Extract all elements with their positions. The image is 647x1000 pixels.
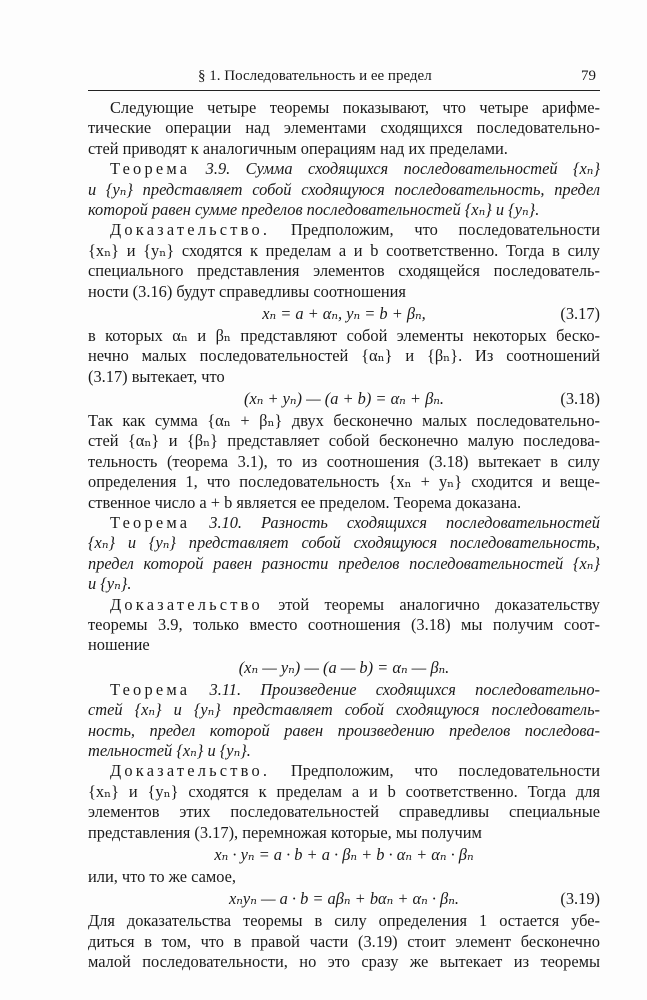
- theorem-label: Теорема: [110, 679, 191, 699]
- text-line: [88, 700, 600, 720]
- text-line: [88, 493, 600, 513]
- text-line: [88, 680, 600, 700]
- line-text: специального представления элементов сходящейся последователь-: [88, 261, 600, 281]
- text-line: [88, 911, 600, 931]
- line-text: 3.9. Сумма сходящихся последовательностей {xₙ}: [190, 159, 600, 179]
- line-text: {xₙ} и {yₙ} представляет собой сходящуюся последовательность,: [88, 533, 600, 553]
- line-text: этой теоремы аналогично доказательству: [262, 594, 600, 614]
- line-text: Предположим, что последовательности: [270, 761, 600, 781]
- text-line: [88, 98, 600, 118]
- theorem-label: Доказательство.: [110, 220, 271, 240]
- formula: [88, 302, 600, 326]
- line-text: определения 1, что последовательность {xₙ + yₙ} сходится и веще-: [88, 472, 600, 492]
- line-text: ность, предел которой равен произведению пределов последова-: [88, 720, 600, 740]
- text-line: [88, 180, 600, 200]
- theorem-label: Доказательство.: [110, 761, 271, 781]
- text-line: [88, 159, 600, 179]
- text-line: [88, 761, 600, 781]
- line-text: (3.17) вытекает, что: [88, 366, 225, 386]
- line-text: которой равен сумме пределов последовательностей {xₙ} и {yₙ}.: [88, 199, 540, 219]
- line-text: 3.11. Произведение сходящихся последовательно-: [190, 679, 600, 699]
- line-text: Следующие четыре теоремы показывают, что четыре арифме-: [110, 98, 600, 117]
- line-text: в которых αₙ и βₙ представляют собой элементы некоторых беско-: [88, 325, 600, 345]
- text-line: [88, 411, 600, 431]
- line-text: 3.10. Разность сходящихся последовательностей: [190, 513, 600, 533]
- text-line: [88, 802, 600, 822]
- line-text: стей приводят к аналогичным операциям над их пределами.: [88, 138, 508, 158]
- line-text: тические операции над элементами сходящихся последовательно-: [88, 118, 600, 138]
- text-line: [88, 533, 600, 553]
- line-text: теоремы 3.9, только вместо соотношения (3.18) мы получим соот-: [88, 614, 600, 634]
- line-text: Так как сумма {αₙ + βₙ} двух бесконечно малых последовательно-: [88, 411, 600, 431]
- text-line: [88, 261, 600, 281]
- theorem-label: Доказательство: [110, 594, 263, 614]
- text-line: [88, 721, 600, 741]
- formula-expression: xₙ = a + αₙ, yₙ = b + βₙ,: [262, 303, 426, 323]
- text-line: [88, 431, 600, 451]
- text-line: [88, 282, 600, 302]
- text-line: [88, 741, 600, 761]
- line-text: {xₙ} и {yₙ} сходятся к пределам a и b соответственно. Тогда для: [88, 781, 600, 801]
- text-line: [88, 200, 600, 220]
- text-line: [88, 241, 600, 261]
- line-text: и {yₙ}.: [88, 574, 132, 594]
- text-line: [88, 595, 600, 615]
- text-line: [88, 326, 600, 346]
- text-line: [88, 513, 600, 533]
- text-line: [88, 220, 600, 240]
- text-line: [88, 823, 600, 843]
- line-text: малой последовательности, но это сразу же вытекает из теоремы: [88, 952, 600, 972]
- line-text: представления (3.17), перемножая которые, мы получим: [88, 822, 482, 842]
- equation-number: (3.19): [560, 889, 600, 909]
- formula-expression: (xₙ — yₙ) — (a — b) = αₙ — βₙ.: [238, 657, 450, 677]
- theorem-label: Теорема: [110, 513, 191, 533]
- line-text: или, что то же самое,: [88, 866, 237, 886]
- theorem-label: Теорема: [110, 159, 191, 179]
- page-number: 79: [581, 68, 596, 84]
- formula-expression: xₙ · yₙ = a · b + a · βₙ + b · αₙ + αₙ · βₙ: [214, 844, 474, 864]
- text-line: [88, 867, 600, 887]
- text-line: [88, 952, 600, 972]
- equation-number: (3.17): [560, 303, 600, 323]
- equation-number: (3.18): [560, 389, 600, 409]
- text-line: [88, 932, 600, 952]
- formula: [88, 887, 600, 911]
- line-text: Для доказательства теоремы в силу определения 1 остается убе-: [88, 911, 600, 931]
- line-text: стей {xₙ} и {yₙ} представляет собой сходящуюся последователь-: [88, 700, 600, 720]
- line-text: диться в том, что в правой части (3.19) стоит элемент бесконечно: [88, 931, 600, 951]
- formula-expression: (xₙ + yₙ) — (a + b) = αₙ + βₙ.: [243, 389, 444, 409]
- text-line: [88, 574, 600, 594]
- text-line: [88, 635, 600, 655]
- section-title: § 1. Последовательность и ее предел: [198, 68, 432, 84]
- text-line: [88, 452, 600, 472]
- line-text: {xₙ} и {yₙ} сходятся к пределам a и b соответственно. Тогда в силу: [88, 240, 600, 260]
- line-text: ственное число a + b является ее пределом. Теорема доказана.: [88, 492, 522, 512]
- text-line: [88, 782, 600, 802]
- text-line: [88, 346, 600, 366]
- text-line: [88, 615, 600, 635]
- line-text: ношение: [88, 635, 150, 655]
- line-text: нечно малых последовательностей {αₙ} и {βₙ}. Из соотношений: [88, 346, 600, 366]
- text-line: [88, 472, 600, 492]
- text-line: [88, 367, 600, 387]
- page-body: [88, 98, 600, 972]
- text-line: [88, 118, 600, 138]
- line-text: тельностей {xₙ} и {yₙ}.: [88, 740, 251, 760]
- formula: [88, 843, 600, 867]
- text-line: [88, 554, 600, 574]
- line-text: стей {αₙ} и {βₙ} представляет собой бесконечно малую последова-: [88, 431, 600, 451]
- line-text: элементов этих последовательностей справедливы специальные: [88, 802, 600, 822]
- formula: [88, 387, 600, 411]
- text-line: [88, 139, 600, 159]
- formula: [88, 656, 600, 680]
- running-header: [88, 66, 600, 91]
- formula-expression: xₙyₙ — a · b = aβₙ + bαₙ + αₙ · βₙ.: [229, 889, 459, 909]
- line-text: предел которой равен разности пределов последовательностей {xₙ}: [88, 553, 600, 573]
- line-text: Предположим, что последовательности: [270, 220, 600, 240]
- line-text: и {yₙ} представляет собой сходящуюся последовательность, предел: [88, 179, 600, 199]
- line-text: тельность (теорема 3.1), то из соотношения (3.18) вытекает в силу: [88, 451, 600, 471]
- line-text: ности (3.16) будут справедливы соотношения: [88, 281, 406, 301]
